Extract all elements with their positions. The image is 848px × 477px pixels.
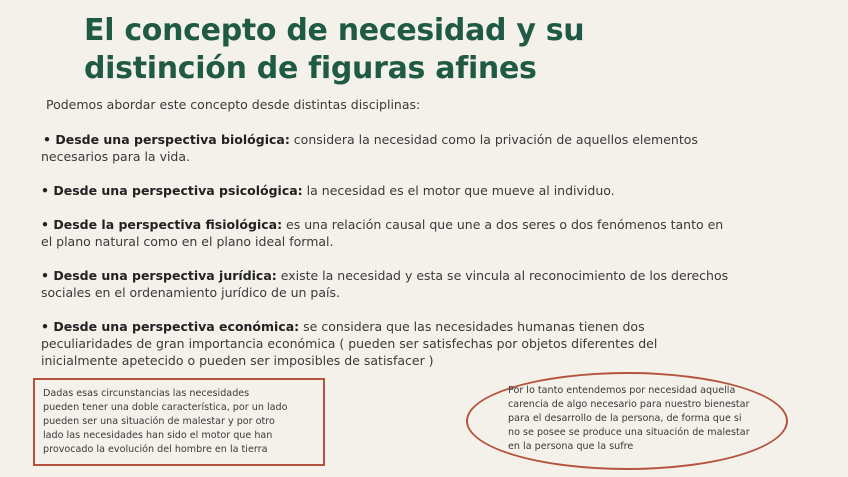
consequence-line: pueden ser una situación de malestar y por otro [43, 416, 275, 427]
definition-text [508, 384, 770, 454]
perspective-text-cont: necesarios para la vida. [41, 149, 191, 164]
definition-line: en la persona que la sufre [508, 441, 634, 452]
consequence-line: Dadas esas circunstancias las necesidades [43, 388, 250, 399]
perspective-biological [43, 131, 743, 165]
intro-text: Podemos abordar este concepto desde distintas disciplinas: [46, 97, 421, 112]
definition-line: Por lo tanto entendemos por necesidad aquella [508, 385, 736, 396]
perspective-text: la necesidad es el motor que mueve al individuo. [302, 183, 615, 198]
definition-line: para el desarrollo de la persona, de forma que si [508, 413, 742, 424]
perspective-lead: • Desde la perspectiva fisiológica: [41, 217, 283, 232]
slide-title-line-1: El concepto de necesidad y su [84, 13, 585, 48]
perspective-lead: • Desde una perspectiva jurídica: [41, 268, 277, 283]
slide-title-line-2: distinción de figuras afines [84, 51, 537, 86]
perspective-text-cont: peculiaridades de gran importancia económica ( pueden ser satisfechas por objetos diferentes del [41, 336, 658, 351]
perspective-lead: • Desde una perspectiva económica: [41, 319, 300, 334]
perspective-line [41, 216, 741, 233]
perspective-psychological [41, 182, 741, 199]
perspective-text-cont: el plano natural como en el plano ideal formal. [41, 234, 334, 249]
perspective-line [43, 131, 743, 148]
perspective-line [41, 182, 741, 199]
perspective-physiological [41, 216, 741, 250]
perspective-legal [41, 267, 741, 301]
definition-line: no se posee se produce una situación de malestar [508, 427, 750, 438]
consequence-line: lado las necesidades han sido el motor que han [43, 430, 273, 441]
definition-line: carencia de algo necesario para nuestro bienestar [508, 399, 750, 410]
consequence-line: pueden tener una doble característica, por un lado [43, 402, 288, 413]
perspective-text-cont: inicialmente apetecido o pueden ser imposibles de satisfacer ) [41, 353, 434, 368]
perspective-line [41, 318, 741, 335]
slide-title [84, 12, 704, 88]
perspective-line [41, 267, 741, 284]
perspective-text: existe la necesidad y esta se vincula al reconocimiento de los derechos [276, 268, 729, 283]
perspective-text: se considera que las necesidades humanas tienen dos [299, 319, 645, 334]
perspective-text: considera la necesidad como la privación de aquellos elementos [289, 132, 698, 147]
perspective-economic [41, 318, 741, 369]
perspective-text-cont: sociales en el ordenamiento jurídico de un país. [41, 285, 340, 300]
perspective-text: es una relación causal que une a dos seres o dos fenómenos tanto en [282, 217, 724, 232]
consequence-box [33, 378, 325, 466]
perspective-lead: • Desde una perspectiva biológica: [43, 132, 290, 147]
consequence-line: provocado la evolución del hombre en la tierra [43, 444, 268, 455]
perspective-lead: • Desde una perspectiva psicológica: [41, 183, 303, 198]
